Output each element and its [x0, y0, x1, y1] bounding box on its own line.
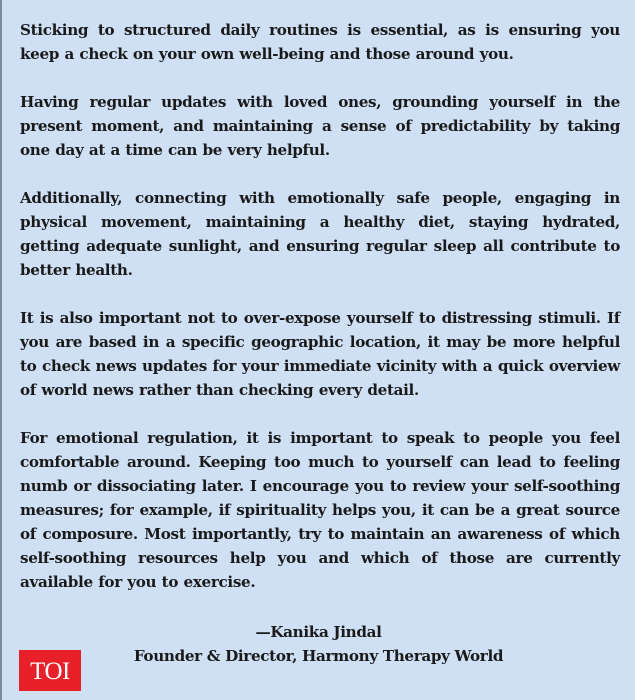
paragraph-emotional-regulation: For emotional regulation, it is important to speak to people you feel comfortable around. Keeping too much to yourself can lead to feeling numb or dissociating later. I encourage you to review your self-soothing measures; for example, if spirituality helps you, it can be a great source of composure. Most importantly, try to maintain an awareness of which self-soothing resources help you and which of those are currently available for you to exercise. [20, 429, 620, 591]
attribution [2, 620, 635, 668]
author-title: Founder & Director, Harmony Therapy World [133, 647, 504, 665]
toi-logo-text: TOI [30, 658, 70, 685]
paragraph-health: Additionally, connecting with emotionally safe people, engaging in physical movement, maintaining a healthy diet, staying hydrated, getting adequate sunlight, and ensuring regular sleep all contribute to better health. [20, 189, 620, 279]
paragraph-news-exposure: It is also important not to over-expose yourself to distressing stimuli. If you are based in a specific geographic location, it may be more helpful to check news updates for your immediate vicinity with a quick overview of world news rather than checking every detail. [20, 309, 620, 399]
toi-logo [19, 650, 81, 691]
quote-card [2, 0, 635, 700]
author-name: —Kanika Jindal [255, 623, 382, 641]
paragraph-updates: Having regular updates with loved ones, grounding yourself in the present moment, and maintaining a sense of predictability by taking one day at a time can be very helpful. [20, 93, 620, 159]
paragraph-routines: Sticking to structured daily routines is essential, as is ensuring you keep a check on your own well-being and those around you. [20, 21, 620, 63]
quote-body [20, 18, 620, 618]
